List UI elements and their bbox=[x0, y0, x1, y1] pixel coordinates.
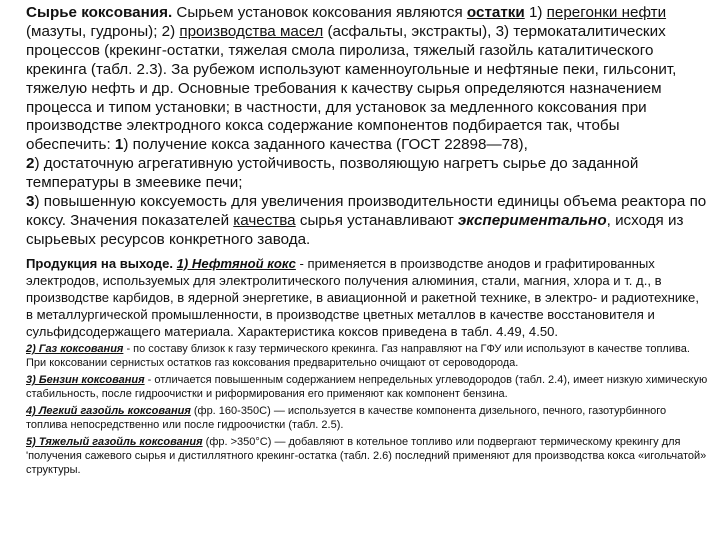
feedstock-heading: Сырье коксования. bbox=[26, 4, 173, 21]
product-label: 5) Тяжелый газойль коксования bbox=[26, 435, 203, 448]
distillation-term: перегонки нефти bbox=[546, 4, 667, 21]
text-span: 1) bbox=[524, 4, 547, 21]
output-paragraph bbox=[26, 255, 708, 340]
text-span: сырья устанавливают bbox=[295, 211, 458, 229]
petroleum-coke-term: 1) Нефтяной кокс bbox=[176, 255, 296, 271]
text-span: - применяется в производстве анодов и графитированных электродов, используемых для электролитического получения алюминия, стали, магния, хлора и т. д., в производстве карбидов, в ядерной энергетике, в авиационной и ракетной технике, в электро- и радиотехнике, в металлургической промышленности, в производстве цветных металлов в качестве восстановителя и сульфидсодержащего материала. Характеристика коксов приведена в табл. 4.49, 4.50. bbox=[26, 255, 699, 340]
product-text: - по составу близок к газу термического крекинга. Газ направляют на ГФУ или используют в качестве топлива. При коксовании сернистых остатков газ коксования предварительно очищают от сероводорода. bbox=[26, 343, 690, 370]
product-text: (фр. 160-350С) — используется в качестве компонента дизельного, печного, газотурбинного топлива непосредственно или после гидроочистки (табл. 2.5). bbox=[26, 404, 667, 431]
output-heading: Продукция на выходе. bbox=[26, 255, 173, 271]
oil-production-term: производства масел bbox=[179, 22, 324, 40]
product-item bbox=[26, 405, 708, 433]
requirement-text: ) повышенную коксуемость для увеличения производительности единицы объема реактора по коксу. Значения показателей bbox=[26, 193, 707, 229]
requirement-number: 3 bbox=[26, 193, 35, 211]
requirement-number: 2 bbox=[26, 155, 35, 173]
experimentally-term: экспериментально bbox=[457, 211, 607, 229]
product-text: - отличается повышенным содержанием непредельных углеводородов (табл. 2.4), имеет низкую химическую стабильность, после гидроочистки и риформирования его применяют как компонент бензина. bbox=[26, 374, 708, 400]
text-span: Сырьем установок коксования являются bbox=[172, 4, 467, 21]
product-text: (фр. >350°С) — добавляют в котельное топливо или подвергают термическому крекингу для 'получения сажевого сырья и дистиллятного крекинг-остатка (табл. 2.6) последний применяют для производства кокса «игольчатой» структуры. bbox=[26, 435, 707, 476]
product-item bbox=[26, 436, 708, 478]
feedstock-paragraph bbox=[26, 4, 708, 250]
text-span: (мазуты, гудроны); 2) bbox=[26, 22, 180, 40]
quality-term: качества bbox=[233, 211, 296, 229]
requirement-text: ) получение кокса заданного качества (ГОСТ 22898—78), bbox=[123, 136, 528, 154]
product-label: 2) Газ коксования bbox=[26, 343, 124, 356]
residues-term: остатки bbox=[466, 4, 525, 21]
requirement-number: 1 bbox=[114, 136, 124, 154]
product-item bbox=[26, 343, 708, 371]
product-label: 4) Легкий газойль коксования bbox=[26, 404, 191, 417]
product-label: 3) Бензин коксования bbox=[26, 374, 145, 387]
text-span: , исходя из сырьевых ресурсов конкретного завода. bbox=[26, 211, 684, 248]
text-span: (асфальты, экстракты), 3) термокаталитических процессов (крекинг-остатки, тяжелая смола пиролиза, тяжелый газойль каталитического крекинга (табл. 2.3). За рубежом используют каменноугольные и нефтяные пеки, гильсонит, тяжелую нефть и др. Основные требования к качеству сырья определяются назначением процесса и типом установки; в частности, для установок за медленного коксования при производстве электродного кокса содержание компонентов подбирается так, чтобы обеспечить: bbox=[26, 22, 677, 154]
product-item bbox=[26, 374, 708, 402]
requirement-text: ) достаточную агрегативную устойчивость, позволяющую нагретъ сырье до заданной температуры в змеевике печи; bbox=[26, 155, 639, 192]
